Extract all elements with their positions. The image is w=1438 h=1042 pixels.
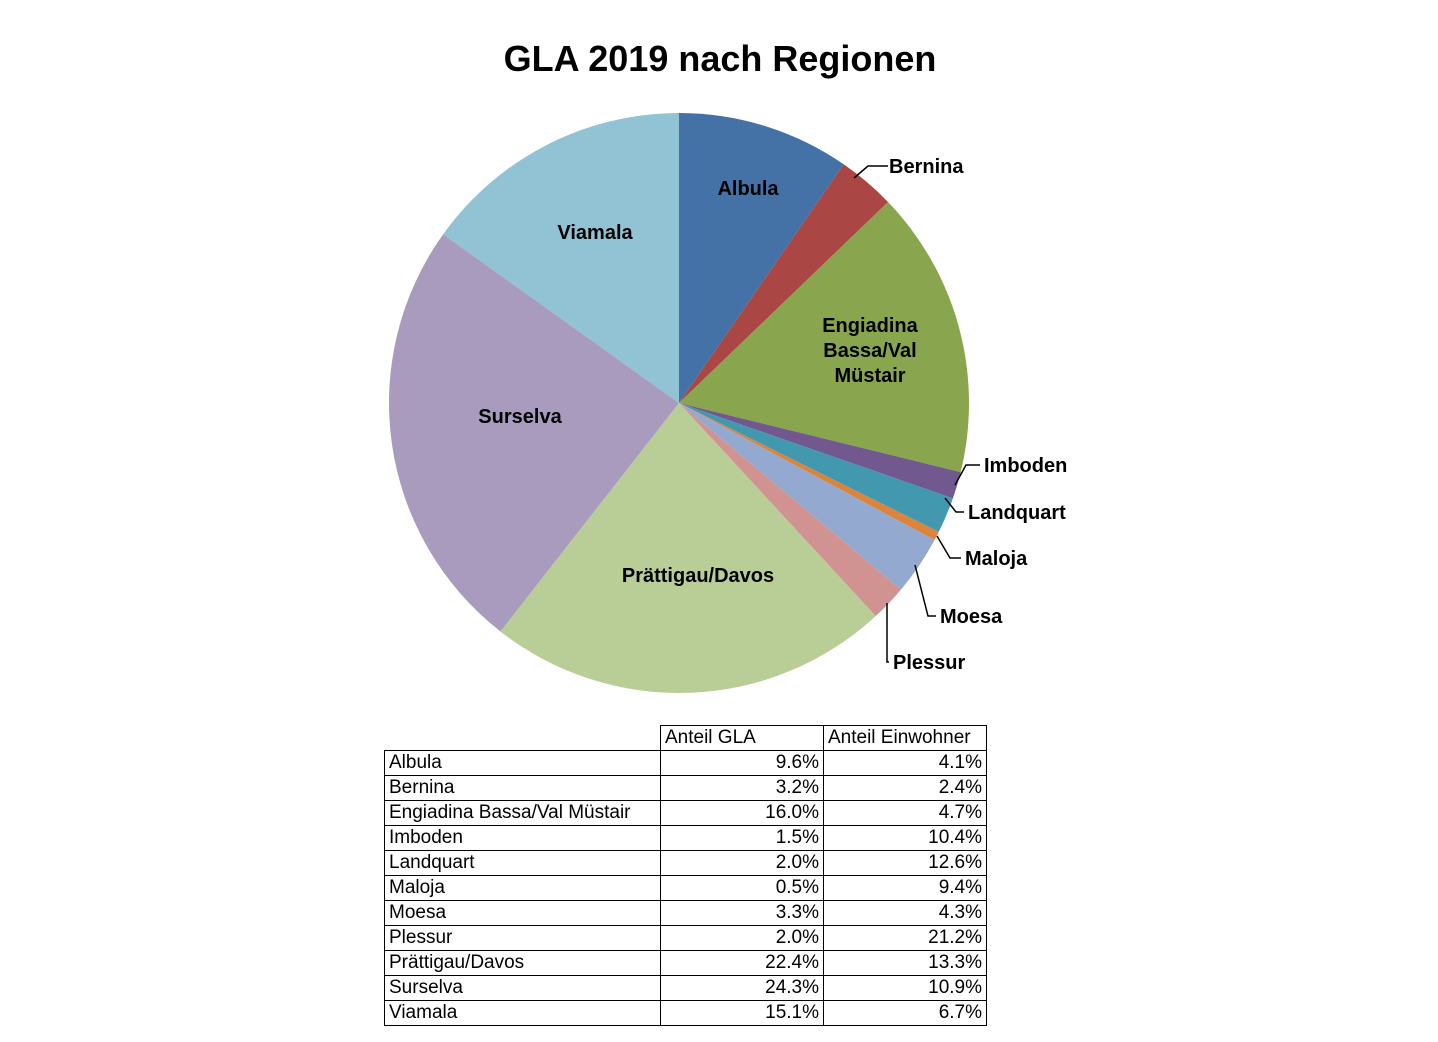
leader-line	[937, 536, 961, 558]
table-cell-region: Maloja	[385, 876, 661, 901]
table-cell-anteil-gla: 2.0%	[661, 851, 824, 876]
table-row	[385, 1001, 987, 1026]
slice-label: Viamala	[557, 222, 633, 244]
table-row	[385, 801, 987, 826]
table-cell-anteil-einwohner: 4.1%	[824, 751, 987, 776]
slice-label: Imboden	[984, 455, 1068, 477]
table-cell-region: Landquart	[385, 851, 661, 876]
table-header-anteil-einwohner: Anteil Einwohner	[824, 726, 987, 751]
slice-label: Moesa	[940, 606, 1003, 628]
table-cell-anteil-gla: 15.1%	[661, 1001, 824, 1026]
table-header-row	[385, 726, 987, 751]
slice-label: Bernina	[889, 156, 964, 178]
table-cell-anteil-gla: 2.0%	[661, 926, 824, 951]
table-cell-region: Viamala	[385, 1001, 661, 1026]
table-cell-anteil-einwohner: 10.4%	[824, 826, 987, 851]
slice-label: Maloja	[965, 548, 1028, 570]
table-cell-region: Bernina	[385, 776, 661, 801]
leader-line	[887, 603, 889, 662]
table-cell-anteil-gla: 0.5%	[661, 876, 824, 901]
table-cell-anteil-gla: 3.3%	[661, 901, 824, 926]
table-row	[385, 851, 987, 876]
slice-label: Surselva	[478, 406, 562, 428]
table-cell-anteil-einwohner: 13.3%	[824, 951, 987, 976]
table-row	[385, 876, 987, 901]
table-cell-anteil-gla: 9.6%	[661, 751, 824, 776]
table-cell-region: Moesa	[385, 901, 661, 926]
table-row	[385, 926, 987, 951]
table-cell-anteil-einwohner: 4.3%	[824, 901, 987, 926]
table-cell-anteil-einwohner: 21.2%	[824, 926, 987, 951]
slice-label: Landquart	[968, 502, 1066, 524]
table-cell-region: Prättigau/Davos	[385, 951, 661, 976]
slice-label: Albula	[717, 178, 779, 200]
table-cell-anteil-einwohner: 12.6%	[824, 851, 987, 876]
table-row	[385, 776, 987, 801]
table-cell-anteil-einwohner: 9.4%	[824, 876, 987, 901]
table-cell-region: Engiadina Bassa/Val Müstair	[385, 801, 661, 826]
table-cell-anteil-gla: 16.0%	[661, 801, 824, 826]
table-cell-anteil-einwohner: 6.7%	[824, 1001, 987, 1026]
slice-label: Plessur	[893, 652, 966, 674]
table-cell-region: Imboden	[385, 826, 661, 851]
table-header-blank	[385, 726, 661, 751]
table-cell-region: Albula	[385, 751, 661, 776]
pie-slices	[389, 113, 969, 693]
table-cell-anteil-einwohner: 4.7%	[824, 801, 987, 826]
leader-line	[915, 565, 936, 616]
table-row	[385, 826, 987, 851]
table-row	[385, 976, 987, 1001]
table-cell-anteil-einwohner: 2.4%	[824, 776, 987, 801]
table-cell-anteil-gla: 22.4%	[661, 951, 824, 976]
table-cell-anteil-gla: 1.5%	[661, 826, 824, 851]
table-row	[385, 901, 987, 926]
table-body	[385, 751, 987, 1026]
table-cell-region: Surselva	[385, 976, 661, 1001]
table-row	[385, 951, 987, 976]
table-header-anteil-gla: Anteil GLA	[661, 726, 824, 751]
slice-label: Engiadina Bassa/Val Müstair	[822, 315, 918, 387]
data-table	[384, 725, 987, 1026]
chart-title: GLA 2019 nach Regionen	[503, 38, 937, 79]
table-cell-region: Plessur	[385, 926, 661, 951]
table-cell-anteil-einwohner: 10.9%	[824, 976, 987, 1001]
slice-label: Prättigau/Davos	[621, 565, 775, 587]
table-cell-anteil-gla: 24.3%	[661, 976, 824, 1001]
table-cell-anteil-gla: 3.2%	[661, 776, 824, 801]
table-row	[385, 751, 987, 776]
